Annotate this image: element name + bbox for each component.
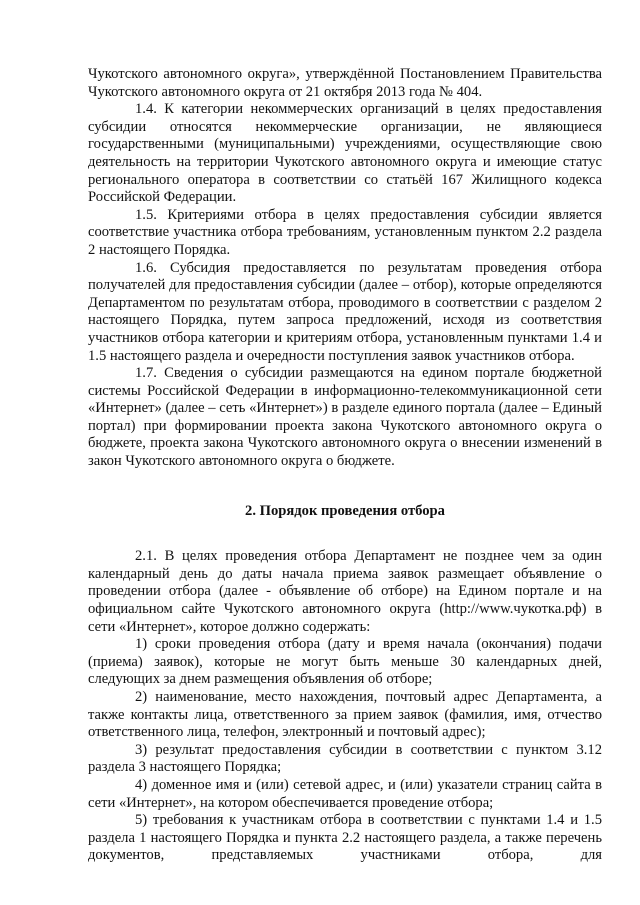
clause-2-1: 2.1. В целях проведения отбора Департамент не позднее чем за один календарный день до даты начала приема заявок размещает объявление о проведении отбора (далее - объявление об отборе) на Едином портале и на официальном сайте Чукотского автономного округа (http://www.чукотка.рф) в сети «Интернет», которое должно содержать: [88, 548, 602, 635]
list-item-3: 3) результат предоставления субсидии в соответствии с пунктом 3.12 раздела 3 настоящего Порядка; [88, 741, 602, 776]
list-item-5: 5) требования к участникам отбора в соответствии с пунктами 1.4 и 1.5 раздела 1 настоящего Порядка и пункта 2.2 настоящего раздела, а также перечень документов, представляемых участниками отбора, для [88, 812, 602, 864]
clause-1-6: 1.6. Субсидия предоставляется по результатам проведения отбора получателей для предоставления субсидии (далее – отбор), которые определяются Департаментом по результатам отбора, проводимого в соответствии с разделом 2 настоящего Порядка, путем запроса предложений, исходя из соответствия участников отбора категории и критериям отбора, установленным пунктами 1.4 и 1.5 настоящего раздела и очередности поступления заявок участников отбора. [88, 259, 602, 364]
list-item-1: 1) сроки проведения отбора (дату и время начала (окончания) подачи (приема) заявок), которые не могут быть меньше 30 календарных дней, следующих за днем размещения объявления об отборе; [88, 636, 602, 688]
document-page [88, 66, 602, 865]
clause-1-4: 1.4. К категории некоммерческих организаций в целях предоставления субсидии относятся некоммерческие организации, не являющиеся государственными (муниципальными) учреждениями, осуществляющие свою деятельность на территории Чукотского автономного округа и имеющие статус регионального оператора в соответствии со статьёй 167 Жилищного кодекса Российской Федерации. [88, 101, 602, 206]
list-item-4: 4) доменное имя и (или) сетевой адрес, и (или) указатели страниц сайта в сети «Интернет», на котором обеспечивается проведение отбора; [88, 776, 602, 811]
clause-1-7: 1.7. Сведения о субсидии размещаются на едином портале бюджетной системы Российской Федерации в информационно-телекоммуникационной сети «Интернет» (далее – сеть «Интернет») в разделе единого портала (далее – Единый портал) при формировании проекта закона Чукотского автономного округа о бюджете, проекта закона Чукотского автономного округа о внесении изменений в закон Чукотского автономного округа о бюджете. [88, 365, 602, 470]
intro-paragraph: Чукотского автономного округа», утверждённой Постановлением Правительства Чукотского автономного округа от 21 октября 2013 года № 404. [88, 66, 602, 100]
section-2-title: 2. Порядок проведения отбора [245, 502, 445, 519]
list-item-2: 2) наименование, место нахождения, почтовый адрес Департамента, а также контакты лица, ответственного за прием заявок (фамилия, имя, отчество ответственного лица, телефон, электронный и почтовый адрес); [88, 689, 602, 741]
clause-1-5: 1.5. Критериями отбора в целях предоставления субсидии является соответствие участника отбора требованиям, установленным пунктом 2.2 раздела 2 настоящего Порядка. [88, 206, 602, 258]
